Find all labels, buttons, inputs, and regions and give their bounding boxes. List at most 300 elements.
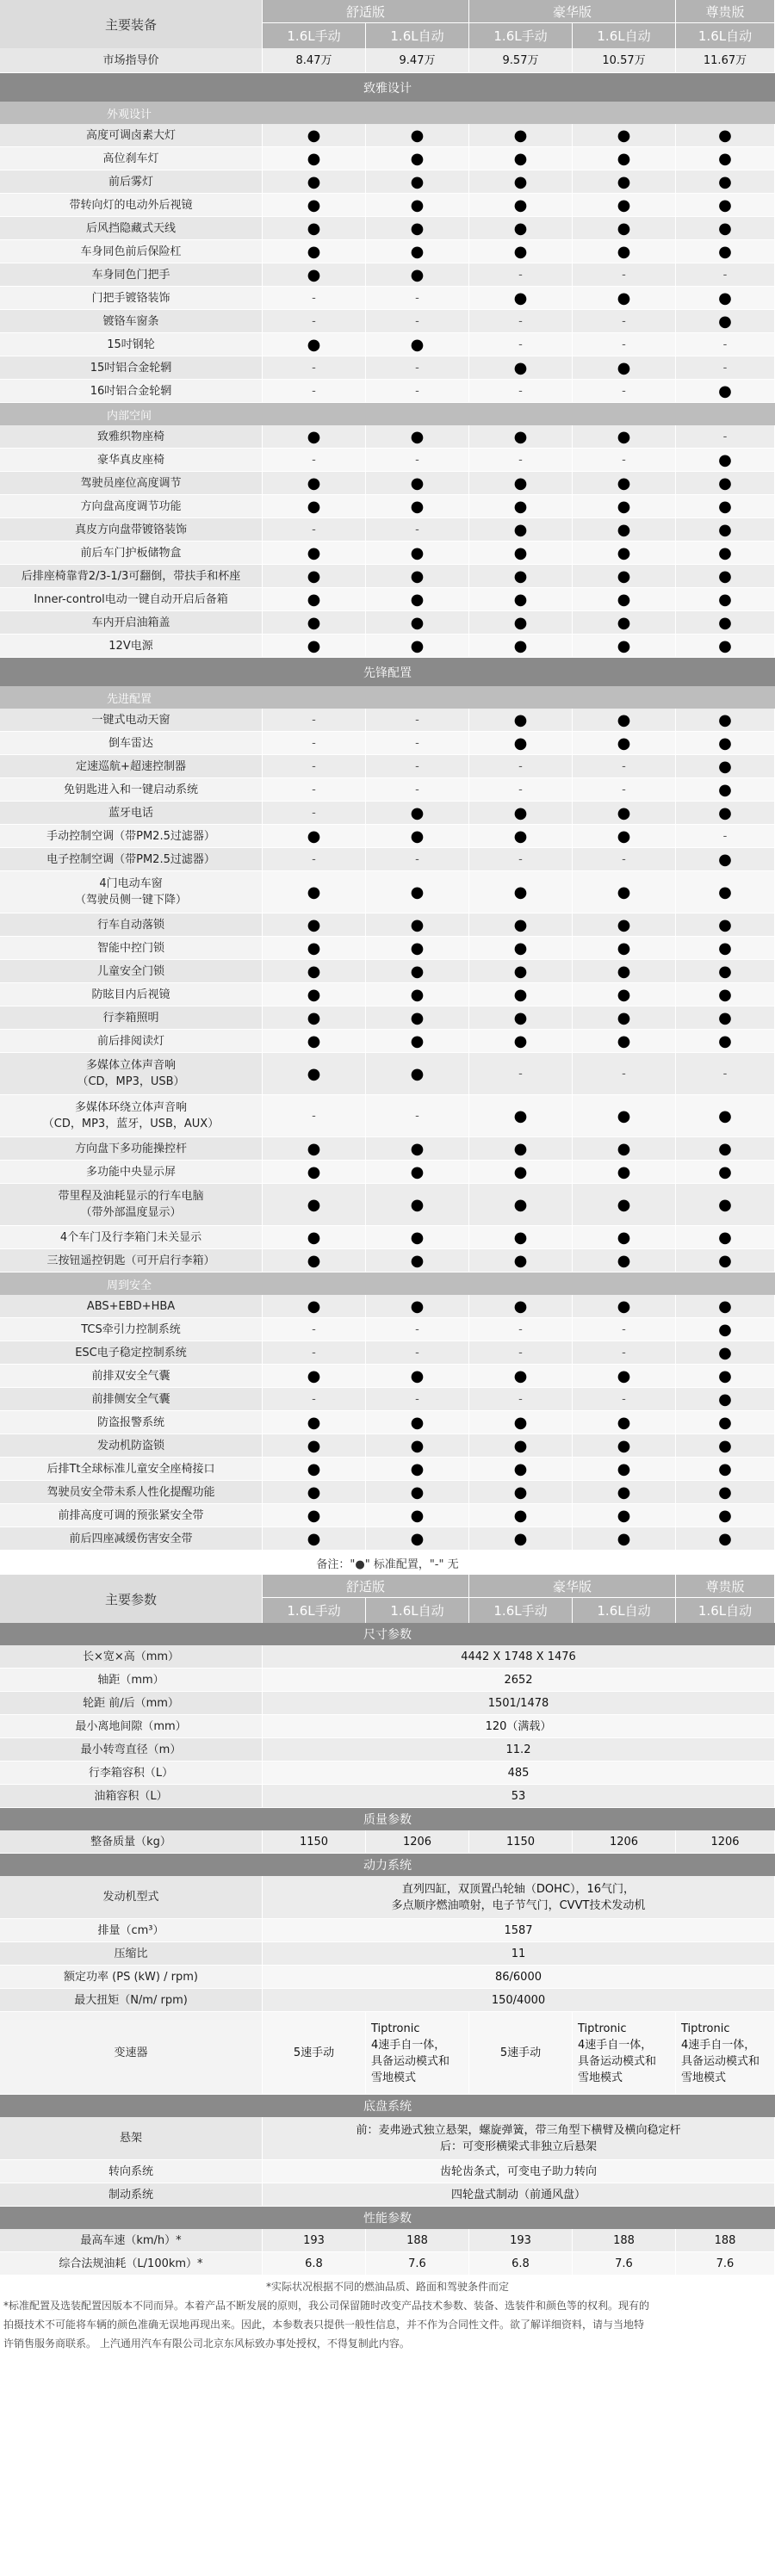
cell-value: ● bbox=[573, 194, 676, 216]
table-row bbox=[0, 1527, 775, 1551]
row-value: 直列四缸，双顶置凸轮轴（DOHC），16气门， 多点顺序燃油喷射，电子节气门，CVVT技术发动机 bbox=[263, 1876, 775, 1918]
cell-value: ● bbox=[366, 542, 469, 564]
header-title: 主要参数 bbox=[0, 1575, 263, 1623]
trim-group: 豪华版 bbox=[469, 1575, 676, 1598]
table-row bbox=[0, 518, 775, 542]
cell-value: - bbox=[469, 778, 573, 801]
cell-value: ● bbox=[676, 565, 775, 587]
table-row bbox=[0, 848, 775, 871]
row-label: 转向系统 bbox=[0, 2160, 263, 2183]
table-row bbox=[0, 2012, 775, 2095]
table-row bbox=[0, 1785, 775, 1808]
row-label: 15吋钢轮 bbox=[0, 333, 263, 356]
cell-value: ● bbox=[366, 1030, 469, 1052]
row-label: 前后四座减缓伤害安全带 bbox=[0, 1527, 263, 1550]
table-row bbox=[0, 1919, 775, 1942]
table-row bbox=[0, 871, 775, 913]
cell-value: ● bbox=[676, 913, 775, 936]
table-row bbox=[0, 217, 775, 240]
cell-value: - bbox=[263, 709, 366, 731]
cell-value: ● bbox=[676, 217, 775, 239]
cell-value: - bbox=[676, 425, 775, 448]
cell-value: ● bbox=[366, 611, 469, 634]
table-row bbox=[0, 2160, 775, 2183]
cell-value: - bbox=[263, 1318, 366, 1341]
cell-value: ● bbox=[676, 310, 775, 332]
cell-value: - bbox=[366, 380, 469, 402]
row-label: 后排座椅靠背2/3-1/3可翻倒，带扶手和杯座 bbox=[0, 565, 263, 587]
cell-value: ● bbox=[469, 1504, 573, 1526]
table-row bbox=[0, 380, 775, 403]
table-row bbox=[0, 1365, 775, 1388]
cell-value: ● bbox=[573, 147, 676, 170]
row-label: 轮距 前/后（mm） bbox=[0, 1692, 263, 1714]
row-label: 一键式电动天窗 bbox=[0, 709, 263, 731]
row-label: 定速巡航+超速控制器 bbox=[0, 755, 263, 777]
cell-value: ● bbox=[263, 495, 366, 517]
cell-value: ● bbox=[263, 1161, 366, 1183]
row-label: 前排高度可调的预张紧安全带 bbox=[0, 1504, 263, 1526]
cell-value: ● bbox=[676, 1318, 775, 1341]
price-value: 9.57万 bbox=[469, 48, 573, 72]
cell-value: ● bbox=[263, 1184, 366, 1225]
table-row bbox=[0, 1645, 775, 1669]
cell-value: - bbox=[366, 356, 469, 379]
cell-value: ● bbox=[676, 1388, 775, 1410]
price-value: 8.47万 bbox=[263, 48, 366, 72]
cell-value: ● bbox=[469, 124, 573, 146]
version-label: 1.6L手动 bbox=[263, 1598, 366, 1623]
cell-value: 193 bbox=[263, 2229, 366, 2251]
cell-value: - bbox=[676, 263, 775, 286]
row-label: 带里程及油耗显示的行车电脑 （带外部温度显示） bbox=[0, 1184, 263, 1225]
cell-value: ● bbox=[676, 635, 775, 657]
table-row bbox=[0, 635, 775, 658]
cell-value: - bbox=[573, 1318, 676, 1341]
cell-value: - bbox=[366, 1095, 469, 1136]
cell-value: ● bbox=[469, 871, 573, 913]
table-row bbox=[0, 565, 775, 588]
cell-value: - bbox=[676, 333, 775, 356]
table-row bbox=[0, 1226, 775, 1249]
table-row bbox=[0, 778, 775, 802]
row-label: 油箱容积（L） bbox=[0, 1785, 263, 1807]
cell-value: ● bbox=[366, 217, 469, 239]
table-row bbox=[0, 1434, 775, 1458]
table-row bbox=[0, 124, 775, 147]
cell-value: - bbox=[573, 1341, 676, 1364]
cell-value: ● bbox=[573, 825, 676, 847]
cell-value: 1150 bbox=[469, 1830, 573, 1853]
row-label: 多媒体环绕立体声音响 （CD，MP3，蓝牙，USB，AUX） bbox=[0, 1095, 263, 1136]
cell-value: ● bbox=[263, 124, 366, 146]
cell-value: ● bbox=[573, 913, 676, 936]
cell-value: ● bbox=[263, 1481, 366, 1503]
cell-value: ● bbox=[676, 871, 775, 913]
cell-value: ● bbox=[469, 1411, 573, 1434]
cell-value: ● bbox=[469, 1161, 573, 1183]
table-row bbox=[0, 1762, 775, 1785]
cell-value: ● bbox=[469, 287, 573, 309]
row-value: 2652 bbox=[263, 1669, 775, 1691]
table-row bbox=[0, 1095, 775, 1137]
cell-value: ● bbox=[263, 170, 366, 193]
cell-value: ● bbox=[676, 1434, 775, 1457]
cell-value: ● bbox=[573, 1295, 676, 1317]
cell-value: - bbox=[469, 380, 573, 402]
cell-value: ● bbox=[263, 1006, 366, 1029]
cell-value: ● bbox=[676, 1095, 775, 1136]
cell-value: ● bbox=[366, 124, 469, 146]
cell-value: ● bbox=[676, 802, 775, 824]
trim-group: 尊贵版 bbox=[676, 0, 775, 23]
row-label: 16吋铝合金轮辋 bbox=[0, 380, 263, 402]
cell-value: ● bbox=[573, 1365, 676, 1387]
cell-value: ● bbox=[366, 1411, 469, 1434]
cell-value: ● bbox=[573, 588, 676, 610]
row-label: 带转向灯的电动外后视镜 bbox=[0, 194, 263, 216]
cell-value: ● bbox=[263, 542, 366, 564]
cell-value: ● bbox=[263, 1504, 366, 1526]
cell-value: - bbox=[366, 732, 469, 754]
cell-value: ● bbox=[676, 380, 775, 402]
row-label: 前后车门护板储物盒 bbox=[0, 542, 263, 564]
cell-value: ● bbox=[573, 565, 676, 587]
table-row bbox=[0, 310, 775, 333]
row-label: 后风挡隐藏式天线 bbox=[0, 217, 263, 239]
row-value: 前：麦弗逊式独立悬架，螺旋弹簧，带三角型下横臂及横向稳定杆 后：可变形横梁式非独立后悬架 bbox=[263, 2117, 775, 2159]
cell-value: - bbox=[573, 310, 676, 332]
table-row bbox=[0, 1481, 775, 1504]
cell-value: - bbox=[469, 755, 573, 777]
cell-value: ● bbox=[366, 170, 469, 193]
row-value: 11 bbox=[263, 1942, 775, 1965]
cell-value: ● bbox=[469, 1095, 573, 1136]
table-row bbox=[0, 1137, 775, 1161]
cell-value: ● bbox=[366, 194, 469, 216]
cell-value: ● bbox=[263, 635, 366, 657]
trim-group: 豪华版 bbox=[469, 0, 676, 23]
cell-value: ● bbox=[573, 1458, 676, 1480]
cell-value: ● bbox=[263, 983, 366, 1006]
cell-value: ● bbox=[263, 147, 366, 170]
cell-value: ● bbox=[676, 1341, 775, 1364]
cell-value: - bbox=[469, 310, 573, 332]
cell-value: ● bbox=[676, 1527, 775, 1550]
cell-value: ● bbox=[573, 960, 676, 982]
row-label: 综合法规油耗（L/100km）* bbox=[0, 2252, 263, 2275]
version-label: 1.6L手动 bbox=[469, 23, 573, 48]
table-row bbox=[0, 170, 775, 194]
cell-value: ● bbox=[366, 1295, 469, 1317]
cell-value: - bbox=[573, 848, 676, 870]
cell-value: ● bbox=[469, 709, 573, 731]
cell-value: ● bbox=[263, 960, 366, 982]
table-row bbox=[0, 1715, 775, 1738]
cell-value: ● bbox=[676, 611, 775, 634]
cell-value: ● bbox=[469, 802, 573, 824]
row-label: 高位刹车灯 bbox=[0, 147, 263, 170]
cell-value: ● bbox=[469, 472, 573, 494]
cell-value: ● bbox=[366, 1184, 469, 1225]
table-row bbox=[0, 287, 775, 310]
row-label: 最大扭矩（N/m/ rpm) bbox=[0, 1989, 263, 2011]
cell-value: - bbox=[469, 333, 573, 356]
row-value: 齿轮齿条式，可变电子助力转向 bbox=[263, 2160, 775, 2183]
subsection-header: 外观设计 bbox=[0, 102, 775, 124]
table-row bbox=[0, 1006, 775, 1030]
row-label: 多功能中央显示屏 bbox=[0, 1161, 263, 1183]
version-label: 1.6L手动 bbox=[469, 1598, 573, 1623]
table-row bbox=[0, 2252, 775, 2276]
cell-value: ● bbox=[573, 709, 676, 731]
cell-value: ● bbox=[573, 635, 676, 657]
cell-value: ● bbox=[676, 449, 775, 471]
cell-value: - bbox=[263, 356, 366, 379]
cell-value: - bbox=[573, 333, 676, 356]
cell-value: ● bbox=[366, 1434, 469, 1457]
table-row bbox=[0, 1989, 775, 2012]
row-label: 4个车门及行李箱门未关显示 bbox=[0, 1226, 263, 1248]
row-label: 豪华真皮座椅 bbox=[0, 449, 263, 471]
version-label: 1.6L自动 bbox=[676, 1598, 775, 1623]
row-label: 发动机型式 bbox=[0, 1876, 263, 1918]
row-label: 最小离地间隙（mm） bbox=[0, 1715, 263, 1737]
price-label: 市场指导价 bbox=[0, 48, 263, 72]
cell-value: - bbox=[366, 310, 469, 332]
cell-value: Tiptronic 4速手自一体， 具备运动模式和 雪地模式 bbox=[366, 2012, 469, 2094]
cell-value: - bbox=[573, 449, 676, 471]
row-label: Inner-control电动一键自动开启后备箱 bbox=[0, 588, 263, 610]
cell-value: ● bbox=[366, 588, 469, 610]
row-label: 最小转弯直径（m） bbox=[0, 1738, 263, 1761]
table-row bbox=[0, 732, 775, 755]
section-header: 先锋配置 bbox=[0, 658, 775, 686]
cell-value: 193 bbox=[469, 2229, 573, 2251]
row-label: 制动系统 bbox=[0, 2183, 263, 2206]
row-label: 前后雾灯 bbox=[0, 170, 263, 193]
cell-value: ● bbox=[469, 170, 573, 193]
table-header bbox=[0, 1575, 775, 1623]
cell-value: ● bbox=[263, 1411, 366, 1434]
section-header: 性能参数 bbox=[0, 2207, 775, 2229]
cell-value: - bbox=[366, 755, 469, 777]
section-header: 致雅设计 bbox=[0, 73, 775, 102]
table-row bbox=[0, 263, 775, 287]
table-row bbox=[0, 1411, 775, 1434]
cell-value: ● bbox=[469, 1030, 573, 1052]
table-row bbox=[0, 1295, 775, 1318]
cell-value: ● bbox=[366, 913, 469, 936]
cell-value: - bbox=[676, 356, 775, 379]
trim-group: 尊贵版 bbox=[676, 1575, 775, 1598]
table-row bbox=[0, 1942, 775, 1966]
cell-value: ● bbox=[676, 1481, 775, 1503]
cell-value: ● bbox=[469, 240, 573, 263]
cell-value: ● bbox=[573, 495, 676, 517]
row-label: 悬架 bbox=[0, 2117, 263, 2159]
cell-value: ● bbox=[469, 960, 573, 982]
cell-value: ● bbox=[573, 1095, 676, 1136]
cell-value: ● bbox=[676, 1184, 775, 1225]
table-row bbox=[0, 147, 775, 170]
cell-value: ● bbox=[469, 217, 573, 239]
cell-value: ● bbox=[676, 848, 775, 870]
row-label: 整备质量（kg） bbox=[0, 1830, 263, 1853]
cell-value: ● bbox=[676, 1365, 775, 1387]
cell-value: ● bbox=[469, 1481, 573, 1503]
cell-value: ● bbox=[263, 1249, 366, 1272]
cell-value: ● bbox=[573, 983, 676, 1006]
cell-value: ● bbox=[263, 1434, 366, 1457]
cell-value: ● bbox=[573, 518, 676, 541]
cell-value: ● bbox=[469, 1527, 573, 1550]
cell-value: ● bbox=[469, 1434, 573, 1457]
version-label: 1.6L自动 bbox=[366, 1598, 469, 1623]
row-label: ABS+EBD+HBA bbox=[0, 1295, 263, 1317]
row-label: 前排双安全气囊 bbox=[0, 1365, 263, 1387]
cell-value: ● bbox=[573, 802, 676, 824]
row-label: 12V电源 bbox=[0, 635, 263, 657]
cell-value: - bbox=[263, 1388, 366, 1410]
cell-value: 188 bbox=[573, 2229, 676, 2251]
cell-value: - bbox=[263, 1341, 366, 1364]
table-row bbox=[0, 240, 775, 263]
cell-value: 6.8 bbox=[469, 2252, 573, 2275]
table-row bbox=[0, 2117, 775, 2160]
row-label: 儿童安全门锁 bbox=[0, 960, 263, 982]
cell-value: 188 bbox=[366, 2229, 469, 2251]
cell-value: ● bbox=[573, 1161, 676, 1183]
cell-value: ● bbox=[469, 937, 573, 959]
cell-value: 1206 bbox=[573, 1830, 676, 1853]
cell-value: ● bbox=[263, 194, 366, 216]
cell-value: ● bbox=[469, 1006, 573, 1029]
row-label: 变速器 bbox=[0, 2012, 263, 2094]
row-value: 53 bbox=[263, 1785, 775, 1807]
version-label: 1.6L自动 bbox=[366, 23, 469, 48]
cell-value: ● bbox=[676, 495, 775, 517]
cell-value: ● bbox=[573, 1434, 676, 1457]
row-label: 方向盘下多功能操控杆 bbox=[0, 1137, 263, 1160]
row-label: TCS牵引力控制系统 bbox=[0, 1318, 263, 1341]
cell-value: ● bbox=[676, 1030, 775, 1052]
cell-value: - bbox=[263, 310, 366, 332]
cell-value: ● bbox=[469, 356, 573, 379]
cell-value: - bbox=[573, 380, 676, 402]
cell-value: ● bbox=[366, 425, 469, 448]
cell-value: - bbox=[366, 778, 469, 801]
cell-value: ● bbox=[366, 960, 469, 982]
cell-value: ● bbox=[263, 871, 366, 913]
cell-value: ● bbox=[366, 495, 469, 517]
cell-value: ● bbox=[676, 287, 775, 309]
cell-value: ● bbox=[469, 1184, 573, 1225]
table-row bbox=[0, 472, 775, 495]
row-label: 4门电动车窗 （驾驶员侧一键下降） bbox=[0, 871, 263, 913]
cell-value: ● bbox=[366, 147, 469, 170]
row-label: 额定功率 (PS (kW) / rpm) bbox=[0, 1966, 263, 1988]
cell-value: ● bbox=[573, 1527, 676, 1550]
footnotes bbox=[0, 2277, 775, 2353]
table-row bbox=[0, 960, 775, 983]
cell-value: ● bbox=[366, 937, 469, 959]
cell-value: 7.6 bbox=[676, 2252, 775, 2275]
cell-value: ● bbox=[366, 240, 469, 263]
cell-value: ● bbox=[469, 147, 573, 170]
cell-value: ● bbox=[469, 194, 573, 216]
table-row bbox=[0, 495, 775, 518]
footnote-line: 许销售服务商联系。 上汽通用汽车有限公司北京东风标致办事处授权，不得复制此内容。 bbox=[3, 2338, 410, 2350]
cell-value: ● bbox=[573, 1249, 676, 1272]
cell-value: ● bbox=[263, 611, 366, 634]
cell-value: Tiptronic 4速手自一体， 具备运动模式和 雪地模式 bbox=[573, 2012, 676, 2094]
table-row bbox=[0, 983, 775, 1006]
cell-value: ● bbox=[263, 217, 366, 239]
cell-value: ● bbox=[676, 778, 775, 801]
cell-value: ● bbox=[573, 1411, 676, 1434]
cell-value: - bbox=[469, 1318, 573, 1341]
cell-value: - bbox=[263, 755, 366, 777]
version-label: 1.6L自动 bbox=[573, 23, 676, 48]
cell-value: 5速手动 bbox=[263, 2012, 366, 2094]
row-label: 倒车雷达 bbox=[0, 732, 263, 754]
cell-value: - bbox=[263, 802, 366, 824]
cell-value: - bbox=[263, 449, 366, 471]
cell-value: ● bbox=[573, 1481, 676, 1503]
cell-value: ● bbox=[366, 333, 469, 356]
cell-value: ● bbox=[469, 542, 573, 564]
row-label: 长×宽×高（mm） bbox=[0, 1645, 263, 1668]
table-row bbox=[0, 1876, 775, 1919]
row-value: 4442 X 1748 X 1476 bbox=[263, 1645, 775, 1668]
cell-value: ● bbox=[676, 124, 775, 146]
cell-value: ● bbox=[676, 542, 775, 564]
cell-value: ● bbox=[676, 755, 775, 777]
row-label: 防眩目内后视镜 bbox=[0, 983, 263, 1006]
row-label: ESC电子稳定控制系统 bbox=[0, 1341, 263, 1364]
cell-value: ● bbox=[573, 1137, 676, 1160]
cell-value: ● bbox=[676, 1161, 775, 1183]
row-label: 手动控制空调（带PM2.5过滤器） bbox=[0, 825, 263, 847]
table-row bbox=[0, 449, 775, 472]
table-row bbox=[0, 2229, 775, 2252]
subsection-header: 周到安全 bbox=[0, 1273, 775, 1295]
cell-value: ● bbox=[366, 1365, 469, 1387]
cell-value: ● bbox=[676, 1458, 775, 1480]
cell-value: - bbox=[573, 1388, 676, 1410]
cell-value: ● bbox=[469, 1226, 573, 1248]
cell-value: - bbox=[676, 825, 775, 847]
row-label: 三按钮遥控钥匙（可开启行李箱） bbox=[0, 1249, 263, 1272]
cell-value: 1206 bbox=[676, 1830, 775, 1853]
cell-value: ● bbox=[469, 1458, 573, 1480]
table-row bbox=[0, 1738, 775, 1762]
cell-value: - bbox=[366, 848, 469, 870]
cell-value: ● bbox=[676, 170, 775, 193]
cell-value: ● bbox=[676, 194, 775, 216]
cell-value: ● bbox=[263, 1458, 366, 1480]
table-row bbox=[0, 333, 775, 356]
version-label: 1.6L手动 bbox=[263, 23, 366, 48]
cell-value: ● bbox=[573, 937, 676, 959]
cell-value: ● bbox=[573, 1006, 676, 1029]
row-label: 排量（cm³） bbox=[0, 1919, 263, 1941]
row-label: 车身同色门把手 bbox=[0, 263, 263, 286]
cell-value: ● bbox=[263, 825, 366, 847]
table-row bbox=[0, 1669, 775, 1692]
row-value: 150/4000 bbox=[263, 1989, 775, 2011]
